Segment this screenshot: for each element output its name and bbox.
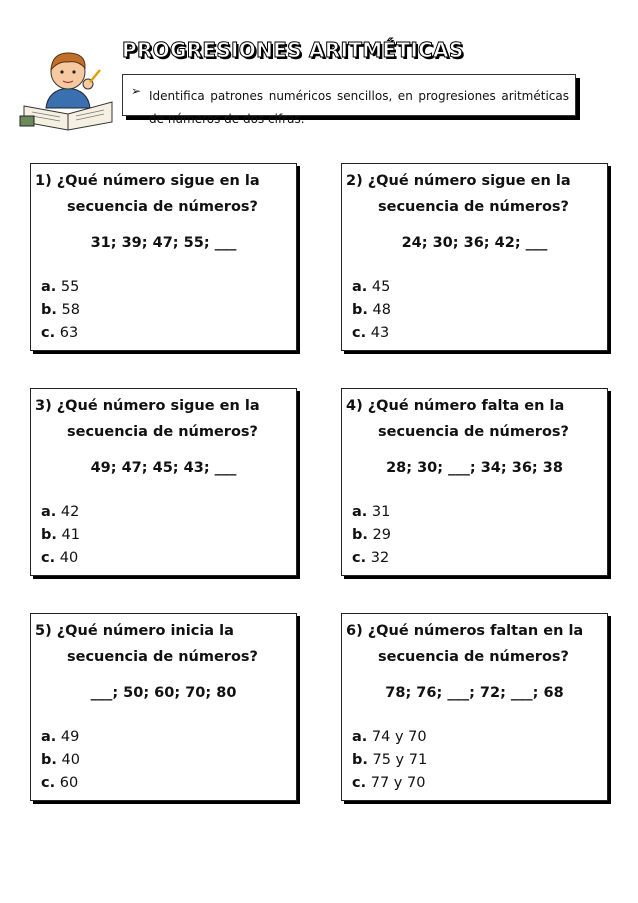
option-a[interactable] [352, 501, 391, 524]
option-a[interactable] [352, 726, 427, 749]
option-b[interactable] [352, 749, 427, 772]
option-value: 48 [372, 302, 391, 318]
option-value: 45 [371, 279, 391, 295]
option-value: 31 [371, 504, 391, 520]
option-value: 32 [370, 550, 390, 566]
option-value: 42 [60, 504, 80, 520]
option-letter: c. [352, 550, 367, 566]
answer-options [41, 276, 80, 345]
option-c[interactable] [352, 322, 391, 345]
number-sequence: 24; 30; 36; 42; ___ [401, 235, 548, 251]
option-letter: c. [41, 550, 56, 566]
answer-options [352, 501, 391, 570]
option-value: 77 y 70 [370, 775, 426, 791]
answer-options [352, 726, 427, 795]
option-letter: a. [41, 729, 57, 745]
student-illustration [18, 44, 118, 132]
option-letter: b. [352, 752, 368, 768]
number-sequence: 78; 76; ___; 72; ___; 68 [385, 685, 564, 701]
option-letter: c. [352, 325, 367, 341]
answer-options [41, 726, 80, 795]
question-card-2 [341, 163, 608, 351]
option-letter: b. [352, 302, 368, 318]
number-sequence: 28; 30; ___; 34; 36; 38 [386, 460, 563, 476]
question-text: 3) ¿Qué número sigue en la [35, 398, 260, 414]
question-card-4 [341, 388, 608, 576]
option-letter: a. [41, 504, 57, 520]
option-letter: b. [41, 302, 57, 318]
option-letter: a. [41, 279, 57, 295]
option-c[interactable] [41, 547, 80, 570]
option-value: 43 [370, 325, 390, 341]
option-c[interactable] [352, 772, 427, 795]
option-value: 49 [60, 729, 80, 745]
option-value: 40 [61, 752, 80, 768]
option-a[interactable] [41, 726, 80, 749]
question-text: 1) ¿Qué número sigue en la [35, 173, 260, 189]
question-card-1 [30, 163, 297, 351]
option-value: 29 [372, 527, 391, 543]
question-card-3 [30, 388, 297, 576]
option-value: 75 y 71 [372, 752, 428, 768]
option-letter: b. [352, 527, 368, 543]
objective-text: Identifica patrones numéricos sencillos, en progresiones aritméticas de números de dos cifras. [149, 89, 569, 126]
question-text-cont: secuencia de números? [67, 199, 258, 215]
answer-options [352, 276, 391, 345]
option-c[interactable] [352, 547, 391, 570]
option-letter: c. [41, 775, 56, 791]
option-value: 74 y 70 [371, 729, 427, 745]
option-c[interactable] [41, 772, 80, 795]
question-card-6 [341, 613, 608, 801]
question-text: 6) ¿Qué números faltan en la [346, 623, 584, 639]
option-b[interactable] [41, 749, 80, 772]
question-card-5 [30, 613, 297, 801]
option-a[interactable] [352, 276, 391, 299]
option-b[interactable] [352, 524, 391, 547]
option-letter: c. [352, 775, 367, 791]
arrow-bullet-icon: ➢ [131, 84, 142, 98]
number-sequence: ___; 50; 60; 70; 80 [90, 685, 237, 701]
option-value: 60 [59, 775, 79, 791]
option-b[interactable] [41, 524, 80, 547]
answer-options [41, 501, 80, 570]
question-text: 5) ¿Qué número inicia la [35, 623, 234, 639]
question-text-cont: secuencia de números? [378, 649, 569, 665]
question-text-cont: secuencia de números? [67, 424, 258, 440]
option-letter: c. [41, 325, 56, 341]
question-text: 4) ¿Qué número falta en la [346, 398, 565, 414]
option-b[interactable] [352, 299, 391, 322]
option-value: 58 [61, 302, 80, 318]
option-letter: b. [41, 752, 57, 768]
option-letter: b. [41, 527, 57, 543]
option-letter: a. [352, 504, 368, 520]
option-c[interactable] [41, 322, 80, 345]
question-text: 2) ¿Qué número sigue en la [346, 173, 571, 189]
question-text-cont: secuencia de números? [378, 199, 569, 215]
objective-box [122, 74, 576, 126]
option-value: 55 [60, 279, 80, 295]
question-text-cont: secuencia de números? [378, 424, 569, 440]
option-letter: a. [352, 279, 368, 295]
option-value: 40 [59, 550, 79, 566]
question-text-cont: secuencia de números? [67, 649, 258, 665]
number-sequence: 31; 39; 47; 55; ___ [90, 235, 237, 251]
option-value: 63 [59, 325, 79, 341]
option-letter: a. [352, 729, 368, 745]
option-a[interactable] [41, 276, 80, 299]
option-a[interactable] [41, 501, 80, 524]
page-title: PROGRESIONES ARITMÉTICAS [122, 38, 464, 62]
option-value: 41 [61, 527, 80, 543]
number-sequence: 49; 47; 45; 43; ___ [90, 460, 237, 476]
option-b[interactable] [41, 299, 80, 322]
